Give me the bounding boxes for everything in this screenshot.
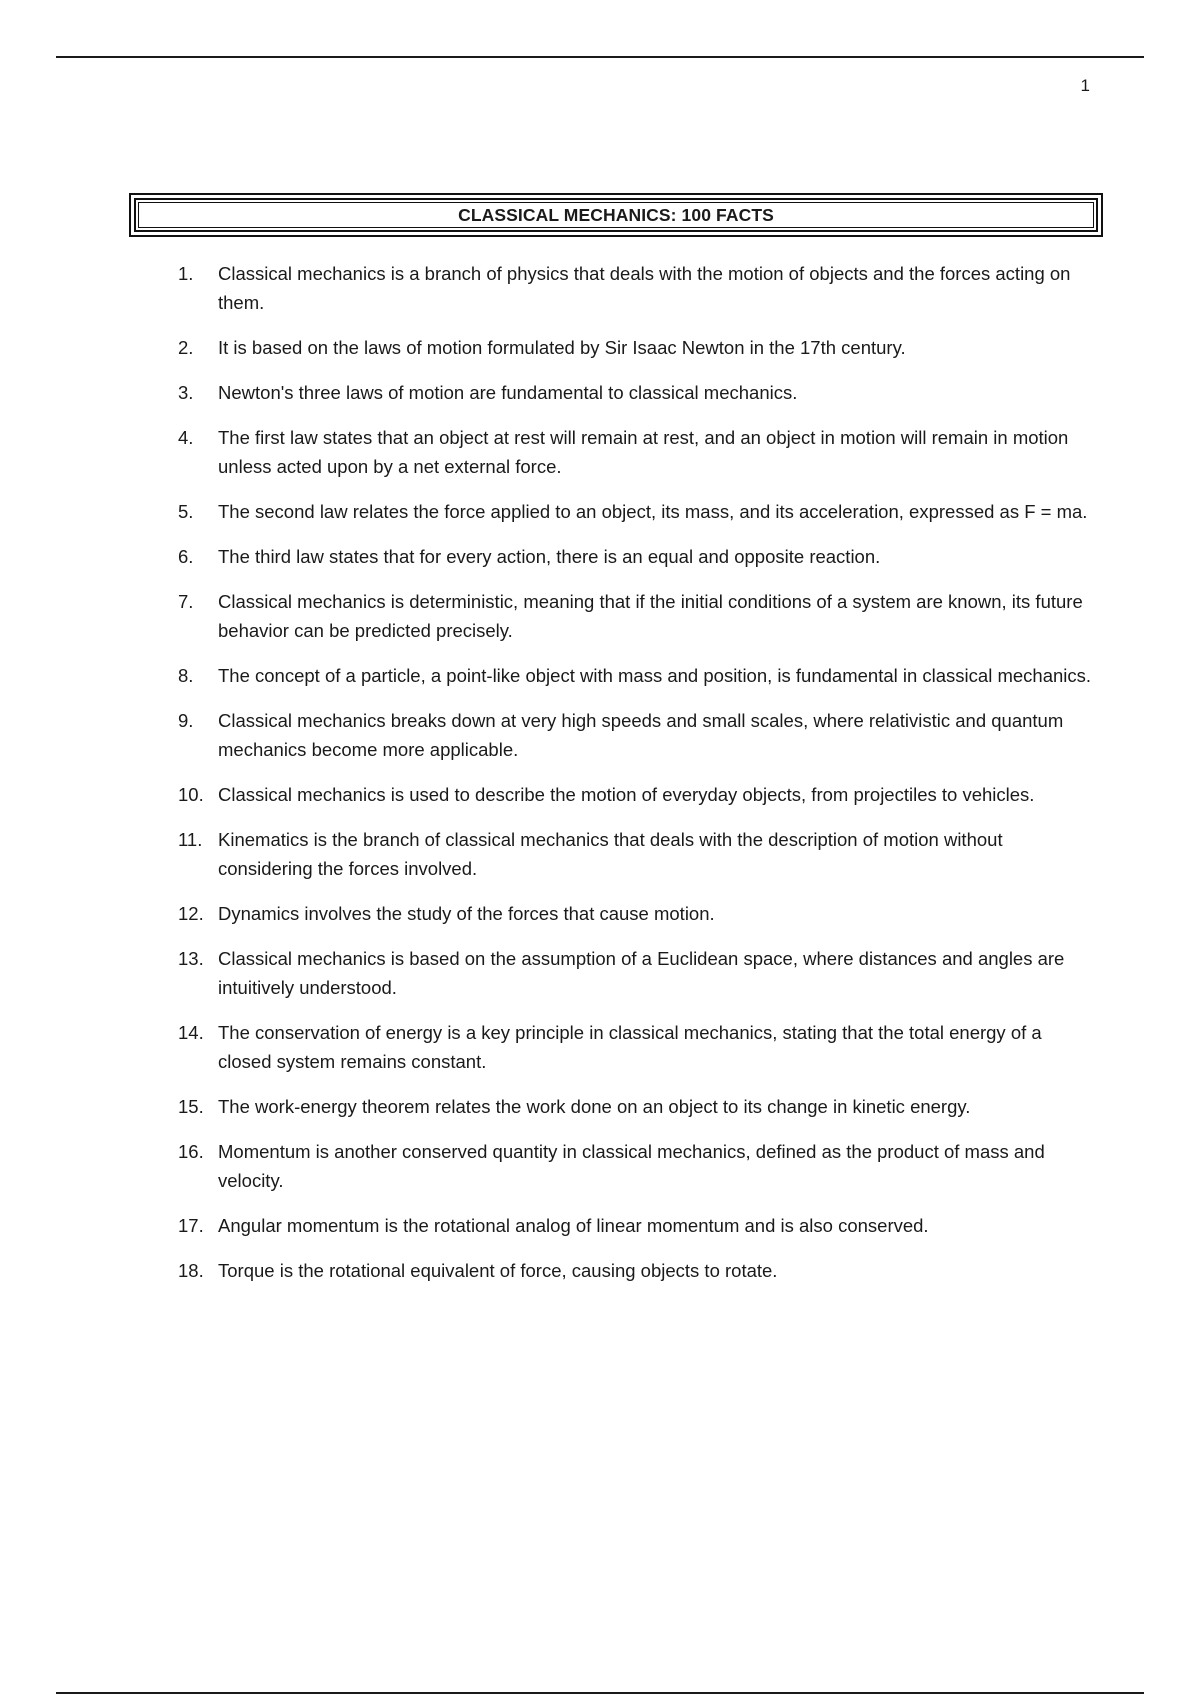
fact-number: 1. [178, 263, 194, 284]
fact-item [178, 423, 1098, 481]
fact-text: The first law states that an object at rest will remain at rest, and an object in motion will remain in motion unless acted upon by a net external force. [218, 427, 1069, 477]
fact-text: The concept of a particle, a point-like object with mass and position, is fundamental in classical mechanics. [218, 665, 1092, 686]
fact-number: 13. [178, 948, 204, 969]
fact-item [178, 1256, 1098, 1285]
fact-item [178, 1137, 1098, 1195]
facts-list [178, 259, 1098, 1301]
fact-text: The second law relates the force applied to an object, its mass, and its acceleration, expressed as F = ma. [218, 501, 1088, 522]
fact-text: The third law states that for every action, there is an equal and opposite reaction. [218, 546, 881, 567]
fact-item [178, 542, 1098, 571]
fact-number: 4. [178, 427, 194, 448]
fact-item [178, 378, 1098, 407]
fact-text: Classical mechanics is deterministic, meaning that if the initial conditions of a system are known, its future behavior can be predicted precisely. [218, 591, 1083, 641]
fact-item [178, 899, 1098, 928]
fact-number: 8. [178, 665, 194, 686]
fact-number: 18. [178, 1260, 204, 1281]
fact-number: 14. [178, 1022, 204, 1043]
fact-text: Kinematics is the branch of classical mechanics that deals with the description of motion without considering the forces involved. [218, 829, 1003, 879]
fact-text: Classical mechanics is used to describe the motion of everyday objects, from projectiles to vehicles. [218, 784, 1035, 805]
fact-item [178, 497, 1098, 526]
fact-text: Torque is the rotational equivalent of force, causing objects to rotate. [218, 1260, 778, 1281]
fact-item [178, 706, 1098, 764]
fact-item [178, 1211, 1098, 1240]
fact-text: Momentum is another conserved quantity in classical mechanics, defined as the product of mass and velocity. [218, 1141, 1045, 1191]
fact-text: Dynamics involves the study of the forces that cause motion. [218, 903, 715, 924]
fact-item [178, 780, 1098, 809]
title-box [129, 193, 1103, 237]
fact-text: Angular momentum is the rotational analog of linear momentum and is also conserved. [218, 1215, 929, 1236]
fact-item [178, 333, 1098, 362]
page-number: 1 [1080, 76, 1090, 95]
fact-text: Newton's three laws of motion are fundamental to classical mechanics. [218, 382, 798, 403]
fact-number: 17. [178, 1215, 204, 1236]
fact-item [178, 661, 1098, 690]
fact-text: Classical mechanics breaks down at very high speeds and small scales, where relativistic and quantum mechanics become more applicable. [218, 710, 1064, 760]
document-title: CLASSICAL MECHANICS: 100 FACTS [458, 204, 774, 225]
fact-item [178, 1018, 1098, 1076]
fact-text: The conservation of energy is a key principle in classical mechanics, stating that the total energy of a closed system remains constant. [218, 1022, 1042, 1072]
fact-number: 16. [178, 1141, 204, 1162]
fact-number: 7. [178, 591, 194, 612]
fact-text: Classical mechanics is a branch of physics that deals with the motion of objects and the forces acting on them. [218, 263, 1071, 313]
fact-text: Classical mechanics is based on the assumption of a Euclidean space, where distances and angles are intuitively understood. [218, 948, 1065, 998]
fact-number: 2. [178, 337, 194, 358]
fact-item [178, 587, 1098, 645]
fact-text: It is based on the laws of motion formulated by Sir Isaac Newton in the 17th century. [218, 337, 906, 358]
fact-text: The work-energy theorem relates the work done on an object to its change in kinetic energy. [218, 1096, 971, 1117]
fact-item [178, 1092, 1098, 1121]
fact-number: 11. [178, 829, 203, 850]
fact-number: 6. [178, 546, 194, 567]
footer-rule [56, 1692, 1144, 1694]
fact-number: 5. [178, 501, 194, 522]
fact-item [178, 259, 1098, 317]
fact-number: 12. [178, 903, 204, 924]
fact-number: 15. [178, 1096, 204, 1117]
fact-item [178, 825, 1098, 883]
fact-number: 9. [178, 710, 194, 731]
fact-number: 3. [178, 382, 194, 403]
fact-number: 10. [178, 784, 204, 805]
header-rule [56, 56, 1144, 58]
fact-item [178, 944, 1098, 1002]
